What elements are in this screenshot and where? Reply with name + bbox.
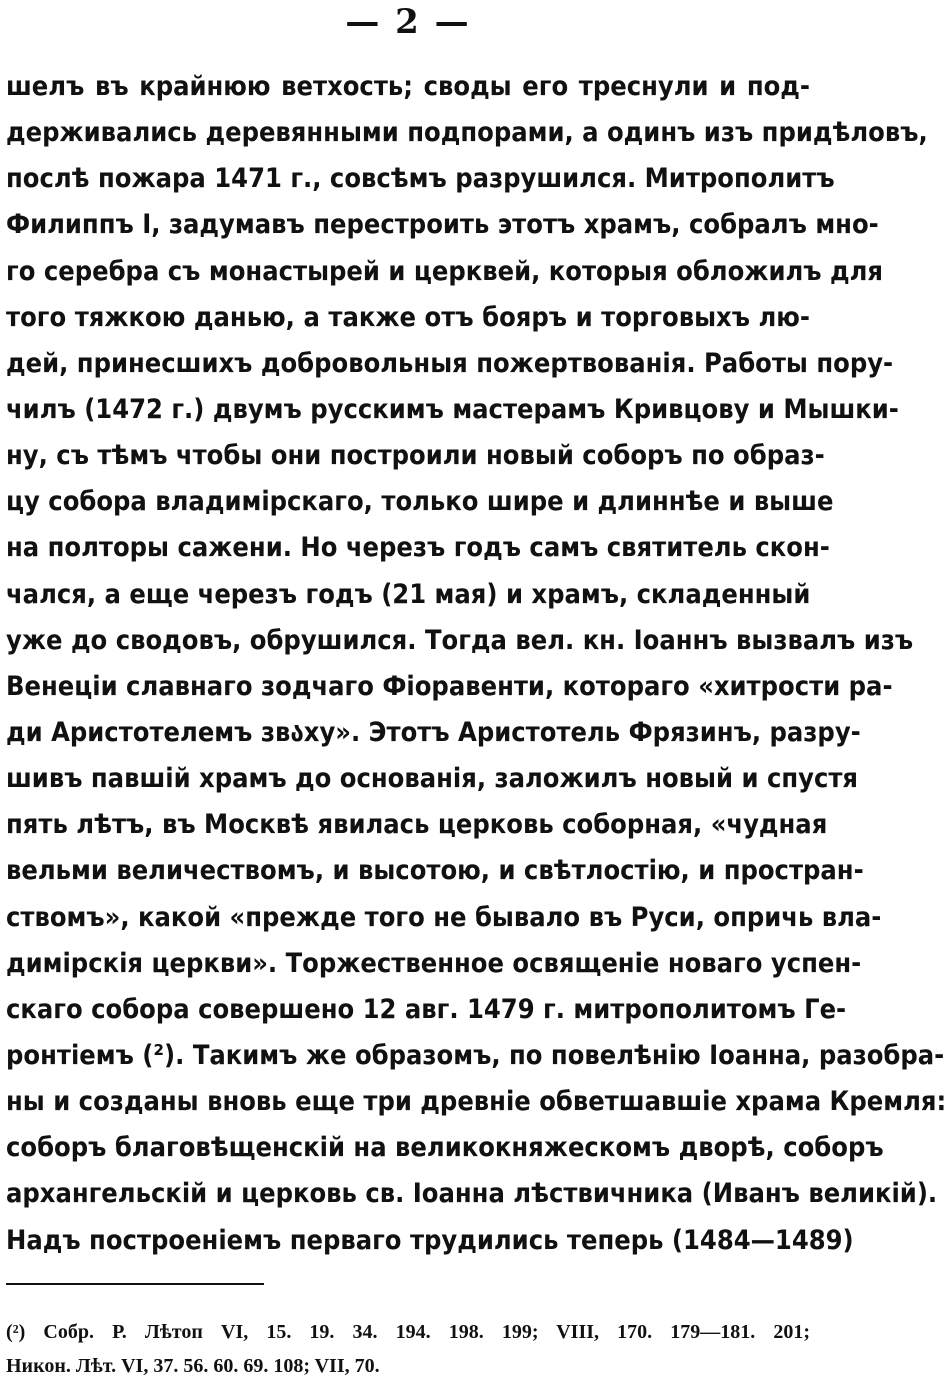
footnote-line: (²) Собр. Р. Лѣтоп VI, 15. 19. 34. 194. 198. 199; VIII, 170. 179—181. 201; bbox=[6, 1321, 810, 1343]
text-line: Филиппъ I, задумавъ перестроить этотъ храмъ, собралъ мно- bbox=[6, 209, 879, 241]
text-line: чилъ (1472 г.) двумъ русскимъ мастерамъ Кривцову и Мышки- bbox=[6, 393, 899, 425]
text-line: пять лѣтъ, въ Москвѣ явилась церковь соборная, «чудная bbox=[6, 809, 828, 841]
text-line: держивались деревянными подпорами, а одинъ изъ придѣловъ, bbox=[6, 117, 928, 149]
text-line: Надъ построеніемъ перваго трудились теперь (1484—1489) bbox=[6, 1224, 854, 1256]
text-line: вельми величествомъ, и высотою, и свѣтлостію, и простран- bbox=[6, 855, 864, 887]
page-number: — 2 — bbox=[345, 2, 471, 42]
footnotes bbox=[6, 1315, 810, 1383]
text-line: ди Аристотелемъ звაху». Этотъ Аристотель Фрязинъ, разру- bbox=[6, 716, 861, 748]
text-line: того тяжкою данью, а также отъ бояръ и торговыхъ лю- bbox=[6, 301, 810, 333]
text-line: на полторы сажени. Но черезъ годъ самъ святитель скон- bbox=[6, 532, 830, 564]
text-line: уже до сводовъ, обрушился. Тогда вел. кн. Іоаннъ вызвалъ изъ bbox=[6, 624, 914, 656]
footnote-line: Никон. Лѣт. VI, 37. 56. 60. 69. 108; VII, 70. bbox=[6, 1355, 380, 1377]
footnote-divider bbox=[6, 1283, 264, 1285]
text-line: ны и созданы вновь еще три древніе обветшавшіе храма Кремля: bbox=[6, 1086, 946, 1118]
body-text bbox=[6, 64, 946, 1264]
text-line: Венеціи славнаго зодчаго Фіоравенти, котораго «хитрости ра- bbox=[6, 670, 893, 702]
text-line: соборъ благовѣщенскій на великокняжескомъ дворѣ, соборъ bbox=[6, 1132, 884, 1164]
text-line: димірскія церкви». Торжественное освященіе новаго успен- bbox=[6, 947, 862, 979]
text-line: скаго собора совершено 12 авг. 1479 г. митрополитомъ Ге- bbox=[6, 993, 847, 1025]
text-line: го серебра съ монастырей и церквей, которыя обложилъ для bbox=[6, 255, 883, 287]
text-line: ствомъ», какой «прежде того не бывало въ Руси, опричь вла- bbox=[6, 901, 882, 933]
text-line: цу собора владимірскаго, только шире и длиннѣе и выше bbox=[6, 486, 834, 518]
text-line: шивъ павшій храмъ до основанія, заложилъ новый и спустя bbox=[6, 763, 859, 795]
text-line: дей, принесшихъ добровольныя пожертвованія. Работы пору- bbox=[6, 347, 894, 379]
text-line: шелъ въ крайнюю ветхость; своды его треснули и под- bbox=[6, 71, 810, 102]
text-line: ну, съ тѣмъ чтобы они построили новый соборъ по образ- bbox=[6, 440, 825, 472]
text-line: ронтіемъ (²). Такимъ же образомъ, по повелѣнію Іоанна, разобра- bbox=[6, 1039, 945, 1071]
text-line: чался, а еще черезъ годъ (21 мая) и храмъ, складенный bbox=[6, 578, 811, 610]
text-line: архангельскій и церковь св. Іоанна лѣствичника (Иванъ великій). bbox=[6, 1178, 938, 1210]
text-line: послѣ пожара 1471 г., совсѣмъ разрушился. Митрополитъ bbox=[6, 163, 835, 195]
